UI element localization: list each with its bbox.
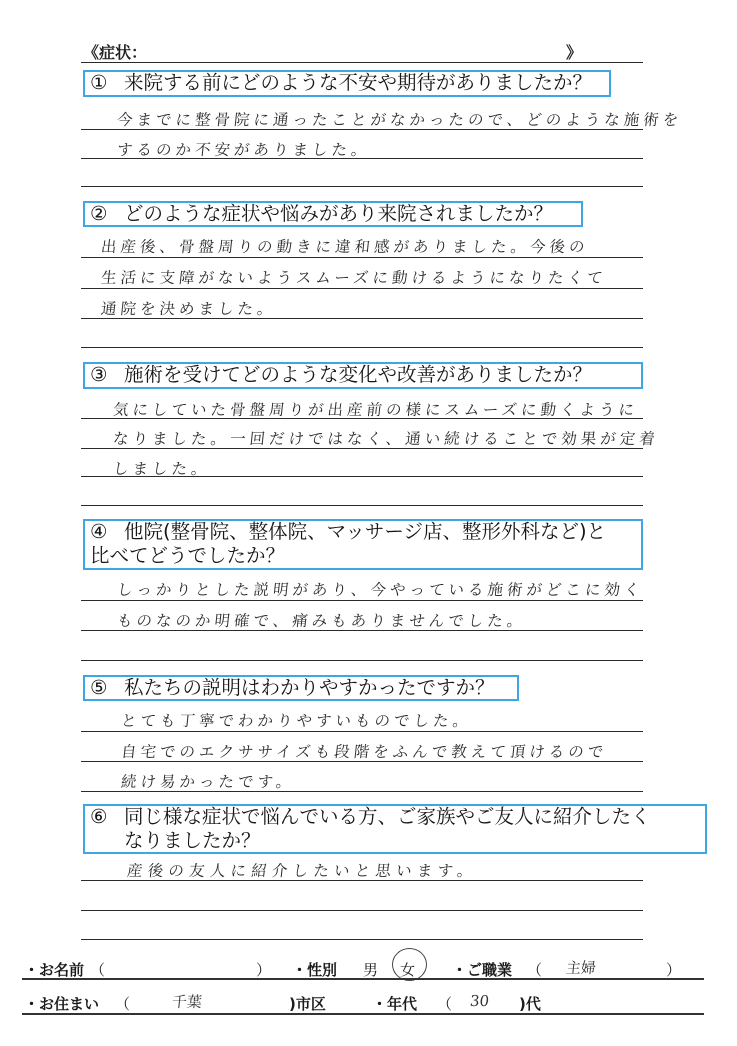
answer-2-rule-2 — [81, 288, 643, 289]
question-6-number: ⑥ — [90, 805, 108, 828]
answer-1-line-1: 今までに整骨院に通ったことがなかったので、どのような施術を — [116, 111, 684, 129]
question-4-text-line-2: 比べてどうでしたか？ — [90, 544, 286, 567]
footer-rule-1 — [22, 978, 704, 980]
answer-5-line-2: 自宅でのエクササイズも段階をふんで教えて頂けるので — [120, 743, 609, 761]
symptom-close: 》 — [566, 43, 583, 62]
answer-1-rule-1 — [81, 129, 643, 130]
occupation-close-paren: ） — [666, 961, 682, 979]
question-6-text-line-1: 同じ様な症状で悩んでいる方、ご家族やご友人に紹介したく — [124, 805, 651, 828]
answer-3-rule-2 — [81, 448, 643, 449]
answer-4-rule-1 — [81, 600, 643, 601]
question-2-number: ② — [90, 202, 108, 225]
answer-4-rule-3 — [81, 660, 643, 661]
answer-5-line-3: 続け易かったです。 — [120, 773, 297, 791]
gender-label: ・性別 — [292, 961, 338, 979]
question-1-text: 来院する前にどのような不安や期待がありましたか？ — [124, 71, 593, 94]
answer-6-rule-2 — [81, 910, 643, 911]
gender-female-option: 女 — [400, 961, 416, 979]
symptom-underline — [81, 62, 643, 63]
answer-4-line-2: ものなのか明確で、痛みもありませんでした。 — [116, 612, 528, 630]
answer-3-rule-1 — [81, 418, 643, 419]
age-value: 30 — [469, 992, 491, 1010]
question-2-text: どのような症状や悩みがあり来院されましたか？ — [124, 202, 554, 225]
question-1-number: ① — [90, 71, 108, 94]
answer-3-rule-4 — [81, 505, 643, 506]
answer-2-line-1: 出産後、骨盤周りの動きに違和感がありました。今後の — [100, 238, 590, 256]
answer-6-rule-3 — [81, 939, 643, 940]
answer-4-rule-2 — [81, 630, 643, 631]
age-open-paren: （ — [437, 995, 453, 1013]
answer-5-rule-2 — [81, 761, 643, 762]
name-label: ・お名前 — [24, 961, 85, 979]
footer-rule-2 — [22, 1013, 704, 1015]
answer-2-rule-4 — [81, 347, 643, 348]
question-5-text: 私たちの説明はわかりやすかったですか？ — [124, 676, 495, 699]
question-4-text-line-1: 他院(整骨院、整体院、マッサージ店、整形外科など)と — [124, 520, 607, 543]
answer-1-line-2: するのか不安がありました。 — [116, 141, 372, 159]
answer-2-line-2: 生活に支障がないようスムーズに動けるようになりたくて — [100, 269, 608, 287]
occupation-label: ・ご職業 — [452, 961, 513, 979]
answer-2-line-3: 通院を決めました。 — [100, 300, 278, 318]
name-open-paren: （ — [90, 961, 106, 979]
name-close-paren: ） — [256, 961, 272, 979]
age-suffix: )代 — [519, 995, 541, 1013]
address-label: ・お住まい — [24, 995, 100, 1013]
question-6-text-line-2: なりましたか？ — [124, 829, 261, 852]
question-3-number: ③ — [90, 363, 108, 386]
answer-2-rule-3 — [81, 318, 643, 319]
address-suffix: )市区 — [289, 995, 326, 1013]
answer-6-line-1: 産後の友人に紹介したいと思います。 — [126, 862, 479, 880]
occupation-open-paren: （ — [527, 961, 543, 979]
question-4-number: ④ — [90, 520, 108, 543]
answer-6-rule-1 — [81, 880, 643, 881]
answer-5-rule-1 — [81, 731, 643, 732]
answer-1-rule-3 — [81, 186, 643, 187]
address-open-paren: （ — [115, 995, 131, 1013]
answer-2-rule-1 — [81, 257, 643, 258]
answer-5-rule-3 — [81, 791, 643, 792]
answer-5-line-1: とても丁寧でわかりやすいものでした。 — [120, 712, 474, 730]
answer-3-line-2: なりました。一回だけではなく、通い続けることで効果が定着 — [112, 430, 660, 448]
gender-male-option: 男 — [363, 961, 379, 979]
age-label: ・年代 — [372, 995, 418, 1013]
answer-3-line-1: 気にしていた骨盤周りが出産前の様にスムーズに動くように — [112, 401, 639, 419]
address-value: 千葉 — [171, 993, 203, 1011]
symptom-label: 《症状： — [83, 43, 148, 62]
question-5-number: ⑤ — [90, 676, 108, 699]
answer-4-line-1: しっかりとした説明があり、今やっている施術がどこに効く — [116, 581, 645, 599]
question-3-text: 施術を受けてどのような変化や改善がありましたか？ — [124, 363, 593, 386]
answer-1-rule-2 — [81, 158, 643, 159]
answer-3-rule-3 — [81, 476, 643, 477]
occupation-value: 主婦 — [565, 959, 597, 977]
answer-3-line-3: しました。 — [112, 460, 212, 478]
